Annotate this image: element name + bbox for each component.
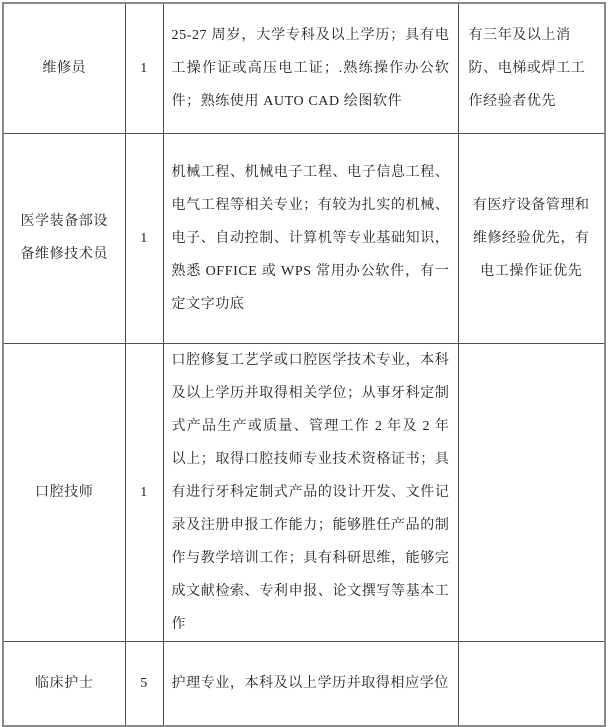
position-cell: 口腔技师 <box>3 343 125 641</box>
headcount-cell: 1 <box>125 343 163 641</box>
position-cell: 临床护士 <box>3 641 125 726</box>
position-cell: 维修员 <box>3 3 125 133</box>
requirements-cell: 机械工程、机械电子工程、电子信息工程、电气工程等相关专业；有较为扎实的机械、电子、自动控制、计算机等专业基础知识，熟悉 OFFICE 或 WPS 常用办公软件，有一定文字功底 <box>163 133 458 343</box>
table-row <box>3 641 605 726</box>
headcount-cell: 5 <box>125 641 163 726</box>
table-row <box>3 133 605 343</box>
requirements-cell: 25-27 周岁，大学专科及以上学历；具有电工操作证或高压电工证；.熟练操作办公软件；熟练使用 AUTO CAD 绘图软件 <box>163 3 458 133</box>
position-cell: 医学装备部设备维修技术员 <box>3 133 125 343</box>
headcount-cell: 1 <box>125 3 163 133</box>
table-row <box>3 343 605 641</box>
table-row <box>3 3 605 133</box>
preference-cell: 有三年及以上消防、电梯或焊工工作经验者优先 <box>458 3 605 133</box>
recruitment-table <box>2 2 606 727</box>
preference-cell: 有医疗设备管理和维修经验优先，有电工操作证优先 <box>458 133 605 343</box>
preference-cell <box>458 641 605 726</box>
requirements-cell: 口腔修复工艺学或口腔医学技术专业，本科及以上学历并取得相关学位；从事牙科定制式产品生产或质量、管理工作 2 年及 2 年以上；取得口腔技师专业技术资格证书；具有进行牙科定制式产品的设计开发、文件记录及注册申报工作能力；能够胜任产品的制作与教学培训工作；具有科研思维，能够完成文献检索、专利申报、论文撰写等基本工作 <box>163 343 458 641</box>
preference-cell <box>458 343 605 641</box>
requirements-cell: 护理专业，本科及以上学历并取得相应学位 <box>163 641 458 726</box>
headcount-cell: 1 <box>125 133 163 343</box>
